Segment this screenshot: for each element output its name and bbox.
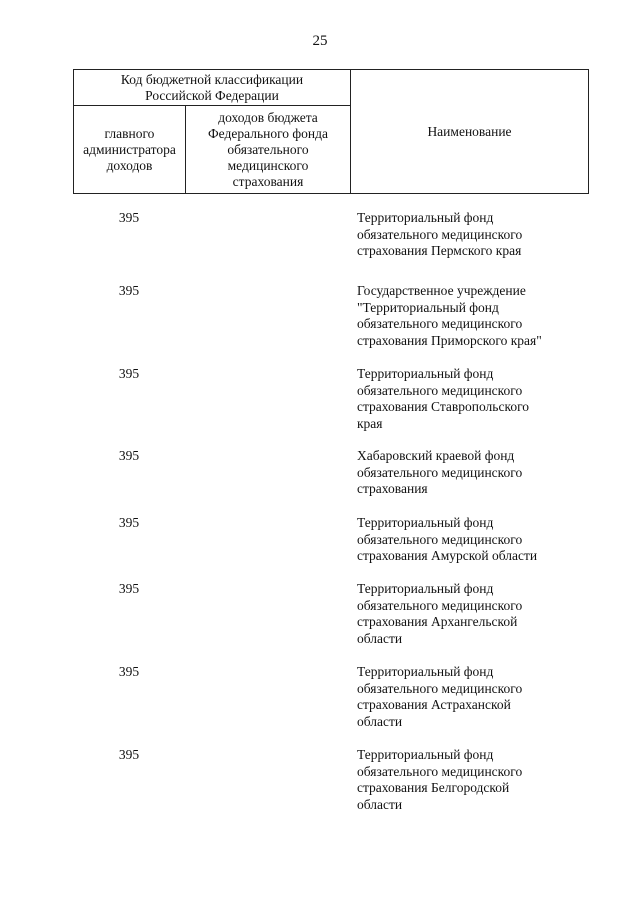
fund-name-line: Государственное учреждение	[357, 283, 526, 298]
table-row	[73, 366, 588, 432]
revenue-code-cell	[185, 747, 357, 813]
page-number: 25	[312, 33, 328, 49]
header-line: администратора	[83, 141, 176, 157]
admin-code: 395	[118, 581, 140, 596]
fund-name-line: Территориальный фонд	[357, 366, 494, 381]
admin-code: 395	[118, 448, 140, 463]
fund-name-line: Территориальный фонд	[357, 581, 494, 596]
fund-name	[357, 747, 588, 813]
budget-code-header	[74, 70, 351, 106]
header-line: Федерального фонда	[208, 125, 328, 141]
table-row	[73, 283, 588, 349]
fund-name	[357, 515, 588, 565]
fund-name-line: Территориальный фонд	[357, 515, 494, 530]
revenue-code-cell	[185, 366, 357, 432]
fund-name-line: страхования Амурской области	[357, 548, 538, 564]
fund-name-line: обязательного медицинского	[357, 763, 523, 779]
admin-code: 395	[118, 210, 140, 225]
fund-name-line: области	[357, 630, 403, 646]
table-row	[73, 581, 588, 647]
header-line: доходов	[106, 157, 153, 173]
header-line: главного	[104, 125, 155, 141]
fund-name-line: страхования	[357, 481, 428, 497]
table-row	[73, 515, 588, 565]
fund-name-line: обязательного медицинского	[357, 531, 523, 547]
fund-name-line: области	[357, 713, 403, 729]
revenue-code-cell	[185, 448, 357, 498]
fund-name-line: обязательного медицинского	[357, 464, 523, 480]
table-row	[73, 664, 588, 730]
fund-name-line: страхования Пермского края	[357, 243, 522, 259]
fund-name	[357, 581, 588, 647]
fund-name-line: обязательного медицинского	[357, 226, 523, 242]
name-column-header: Наименование	[351, 70, 589, 194]
header-line: обязательного	[227, 141, 309, 157]
fund-name	[357, 366, 588, 432]
fund-name-line: страхования Астраханской	[357, 697, 511, 713]
fund-name-line: Хабаровский краевой фонд	[357, 448, 515, 463]
fund-name-line: края	[357, 415, 383, 431]
revenue-code-cell	[185, 581, 357, 647]
fund-name-line: страхования Ставропольского	[357, 399, 530, 415]
table-header	[73, 69, 589, 194]
admin-code: 395	[118, 283, 140, 298]
table-row	[73, 210, 588, 260]
table-row	[73, 747, 588, 813]
fund-name	[357, 448, 588, 498]
fund-name	[357, 283, 588, 349]
fund-name-line: обязательного медицинского	[357, 597, 523, 613]
admin-code: 395	[118, 515, 140, 530]
fund-name-line: "Территориальный фонд	[357, 299, 499, 315]
administrator-column-header	[74, 106, 186, 194]
header-line: медицинского	[227, 157, 309, 173]
fund-name-line: страхования Белгородской	[357, 780, 510, 796]
fund-name-line: области	[357, 796, 403, 812]
header-line: доходов бюджета	[218, 109, 318, 125]
budget-code-header-line: Код бюджетной классификации	[120, 71, 304, 87]
admin-code: 395	[118, 747, 140, 762]
admin-code: 395	[118, 664, 140, 679]
fund-name	[357, 664, 588, 730]
fund-name-line: обязательного медицинского	[357, 680, 523, 696]
fund-name-line: Территориальный фонд	[357, 664, 494, 679]
header-line: страхования	[232, 173, 304, 189]
revenue-code-cell	[185, 515, 357, 565]
fund-name-line: обязательного медицинского	[357, 316, 523, 332]
fund-name-line: страхования Приморского края"	[357, 332, 542, 348]
revenue-code-cell	[185, 210, 357, 260]
revenue-code-cell	[185, 664, 357, 730]
table-row	[73, 448, 588, 498]
budget-code-header-line: Российской Федерации	[145, 87, 279, 103]
fund-name-line: страхования Архангельской	[357, 614, 518, 630]
fund-name	[357, 210, 588, 260]
revenue-code-cell	[185, 283, 357, 349]
fund-name-line: Территориальный фонд	[357, 210, 494, 225]
fund-name-line: обязательного медицинского	[357, 382, 523, 398]
revenue-column-header	[186, 106, 351, 194]
fund-name-line: Территориальный фонд	[357, 747, 494, 762]
admin-code: 395	[118, 366, 140, 381]
